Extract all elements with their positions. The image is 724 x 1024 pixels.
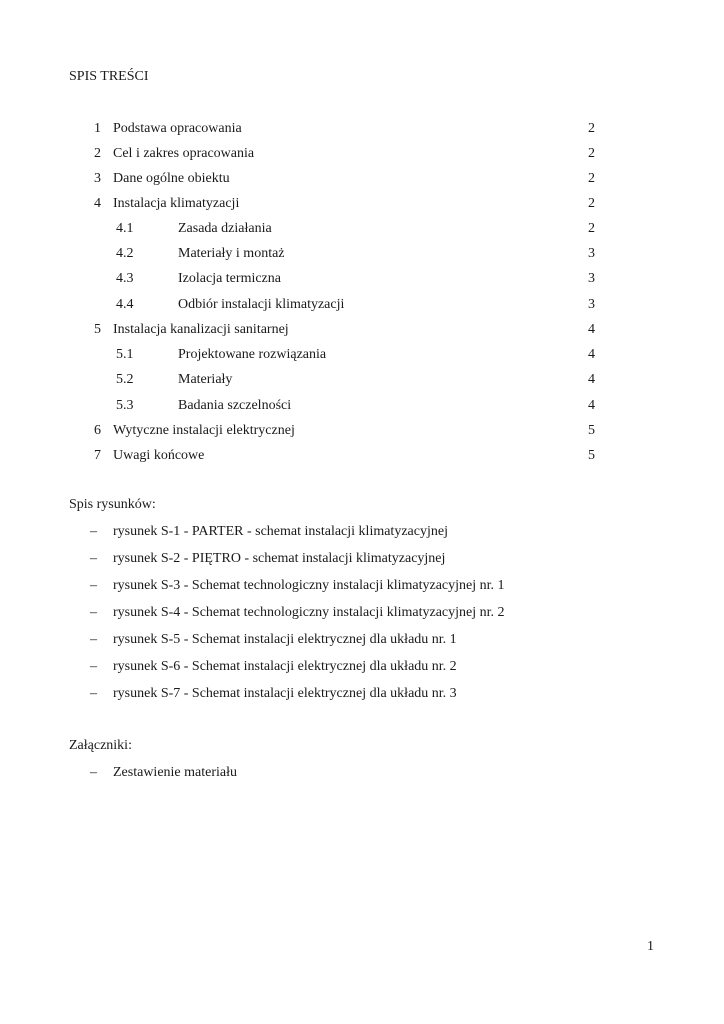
drawing-item: rysunek S-5 - Schemat instalacji elektrycznej dla układu nr. 1 bbox=[113, 632, 457, 647]
toc-subentry-number: 4.4 bbox=[116, 297, 134, 312]
attachments-heading: Załączniki: bbox=[69, 738, 132, 753]
toc-entry-text: Dane ogólne obiektu bbox=[113, 171, 230, 186]
toc-entry-page: 2 bbox=[588, 121, 595, 136]
toc-entry-number: 3 bbox=[94, 171, 101, 186]
drawings-heading: Spis rysunków: bbox=[69, 497, 156, 512]
toc-subentry-text: Odbiór instalacji klimatyzacji bbox=[178, 297, 345, 312]
toc-subentry-text: Izolacja termiczna bbox=[178, 271, 281, 286]
drawing-item: rysunek S-4 - Schemat technologiczny instalacji klimatyzacyjnej nr. 2 bbox=[113, 605, 505, 620]
toc-entry-number: 4 bbox=[94, 196, 101, 211]
toc-subentry-number: 4.2 bbox=[116, 246, 134, 261]
toc-entry-page: 5 bbox=[588, 423, 595, 438]
toc-entry-page: 2 bbox=[588, 196, 595, 211]
toc-entry-page: 5 bbox=[588, 448, 595, 463]
drawing-item: rysunek S-6 - Schemat instalacji elektrycznej dla układu nr. 2 bbox=[113, 659, 457, 674]
list-bullet: – bbox=[90, 686, 97, 701]
toc-entry-text: Wytyczne instalacji elektrycznej bbox=[113, 423, 295, 438]
list-bullet: – bbox=[90, 765, 97, 780]
toc-entry-page: 4 bbox=[588, 322, 595, 337]
drawing-item: rysunek S-3 - Schemat technologiczny instalacji klimatyzacyjnej nr. 1 bbox=[113, 578, 505, 593]
drawing-item: rysunek S-2 - PIĘTRO - schemat instalacji klimatyzacyjnej bbox=[113, 551, 446, 566]
list-bullet: – bbox=[90, 551, 97, 566]
toc-entry-text: Instalacja klimatyzacji bbox=[113, 196, 240, 211]
toc-entry-text: Uwagi końcowe bbox=[113, 448, 205, 463]
toc-entry-number: 7 bbox=[94, 448, 101, 463]
toc-entry-text: Instalacja kanalizacji sanitarnej bbox=[113, 322, 289, 337]
toc-subentry-number: 4.3 bbox=[116, 271, 134, 286]
toc-subentry-text: Zasada działania bbox=[178, 221, 272, 236]
toc-entry-page: 2 bbox=[588, 171, 595, 186]
drawing-item: rysunek S-7 - Schemat instalacji elektrycznej dla układu nr. 3 bbox=[113, 686, 457, 701]
toc-entry-number: 5 bbox=[94, 322, 101, 337]
toc-entry-text: Podstawa opracowania bbox=[113, 121, 242, 136]
toc-entry-page: 3 bbox=[588, 246, 595, 261]
toc-entry-page: 4 bbox=[588, 372, 595, 387]
toc-entry-text: Cel i zakres opracowania bbox=[113, 146, 255, 161]
list-bullet: – bbox=[90, 524, 97, 539]
toc-title: SPIS TREŚCI bbox=[69, 69, 149, 84]
toc-subentry-text: Materiały i montaż bbox=[178, 246, 285, 261]
drawing-item: rysunek S-1 - PARTER - schemat instalacji klimatyzacyjnej bbox=[113, 524, 448, 539]
toc-entry-page: 4 bbox=[588, 347, 595, 362]
attachment-item: Zestawienie materiału bbox=[113, 765, 237, 780]
toc-entry-number: 2 bbox=[94, 146, 101, 161]
toc-subentry-number: 4.1 bbox=[116, 221, 134, 236]
toc-subentry-number: 5.1 bbox=[116, 347, 134, 362]
toc-entry-page: 2 bbox=[588, 221, 595, 236]
toc-entry-page: 4 bbox=[588, 398, 595, 413]
toc-entry-number: 6 bbox=[94, 423, 101, 438]
toc-subentry-text: Badania szczelności bbox=[178, 398, 292, 413]
list-bullet: – bbox=[90, 659, 97, 674]
toc-subentry-text: Projektowane rozwiązania bbox=[178, 347, 327, 362]
list-bullet: – bbox=[90, 605, 97, 620]
toc-subentry-text: Materiały bbox=[178, 372, 233, 387]
toc-entry-page: 3 bbox=[588, 297, 595, 312]
toc-subentry-number: 5.3 bbox=[116, 398, 134, 413]
page-number: 1 bbox=[647, 939, 654, 954]
list-bullet: – bbox=[90, 578, 97, 593]
toc-entry-page: 3 bbox=[588, 271, 595, 286]
list-bullet: – bbox=[90, 632, 97, 647]
toc-entry-page: 2 bbox=[588, 146, 595, 161]
toc-subentry-number: 5.2 bbox=[116, 372, 134, 387]
toc-entry-number: 1 bbox=[94, 121, 101, 136]
